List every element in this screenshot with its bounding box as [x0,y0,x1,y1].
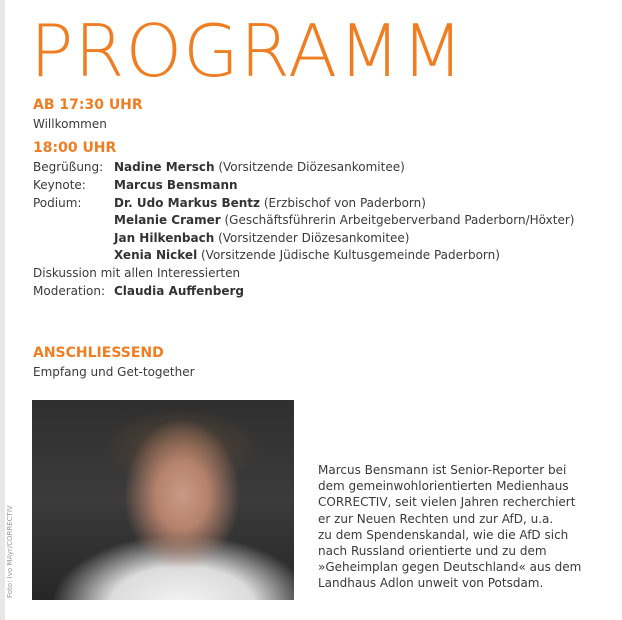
photo-credit: Foto: Ivo MAyr/CORRECTIV [6,505,14,598]
row-label: Keynote: [33,178,86,192]
speaker-name: Jan Hilkenbach [114,231,215,245]
speaker-name: Melanie Cramer [114,213,221,227]
speaker-role: (Vorsitzender Diözesankomitee) [214,231,410,245]
bio-line: dem gemeinwohlorientierten Medienhaus [318,479,569,494]
bio-line: Marcus Bensmann ist Senior-Reporter bei [318,463,567,477]
speaker-name: Dr. Udo Markus Bentz [114,196,261,210]
discussion-text: Diskussion mit allen Interessierten [33,266,241,280]
time-heading-1730: AB 17:30 UHR [33,97,143,113]
time-heading-1800: 18:00 UHR [33,140,117,156]
speaker-name: Nadine Mersch [114,160,215,174]
row-label: Podium: [33,196,82,210]
reception-text: Empfang und Get-together [33,365,195,379]
bio-line: CORRECTIV, seit vielen Jahren recherchiert [318,495,576,510]
welcome-text: Willkommen [33,117,107,131]
speaker-name: Xenia Nickel [114,248,198,262]
bio-line: Landhaus Adlon unweit von Potsdam. [318,576,544,591]
speaker-name: Marcus Bensmann [114,178,238,192]
bio-line: »Geheimplan gegen Deutschland« aus dem [318,560,582,575]
speaker-role: (Vorsitzende Diözesankomitee) [214,160,405,174]
row-label: Begrüßung: [33,160,104,174]
time-heading-anschliessend: ANSCHLIESSEND [33,345,164,361]
speaker-bio [318,462,588,592]
page-title: PROGRAMM [30,9,465,93]
bio-line: nach Russland orientierte und zu dem [318,544,547,559]
speaker-photo [32,400,294,600]
moderator-name: Claudia Auffenberg [114,284,245,298]
speaker-role: (Erzbischof von Paderborn) [260,196,426,210]
bio-line: zu dem Spendenskandal, wie die AfD sich [318,527,569,542]
speaker-role: (Geschäftsführerin Arbeitgeberverband Paderborn/Höxter) [220,213,575,227]
page-edge-rule [0,0,5,620]
row-label: Moderation: [33,284,106,298]
speaker-role: (Vorsitzende Jüdische Kultusgemeinde Paderborn) [197,248,500,262]
bio-line: er zur Neuen Rechten und zur AfD, u.a. [318,511,554,526]
